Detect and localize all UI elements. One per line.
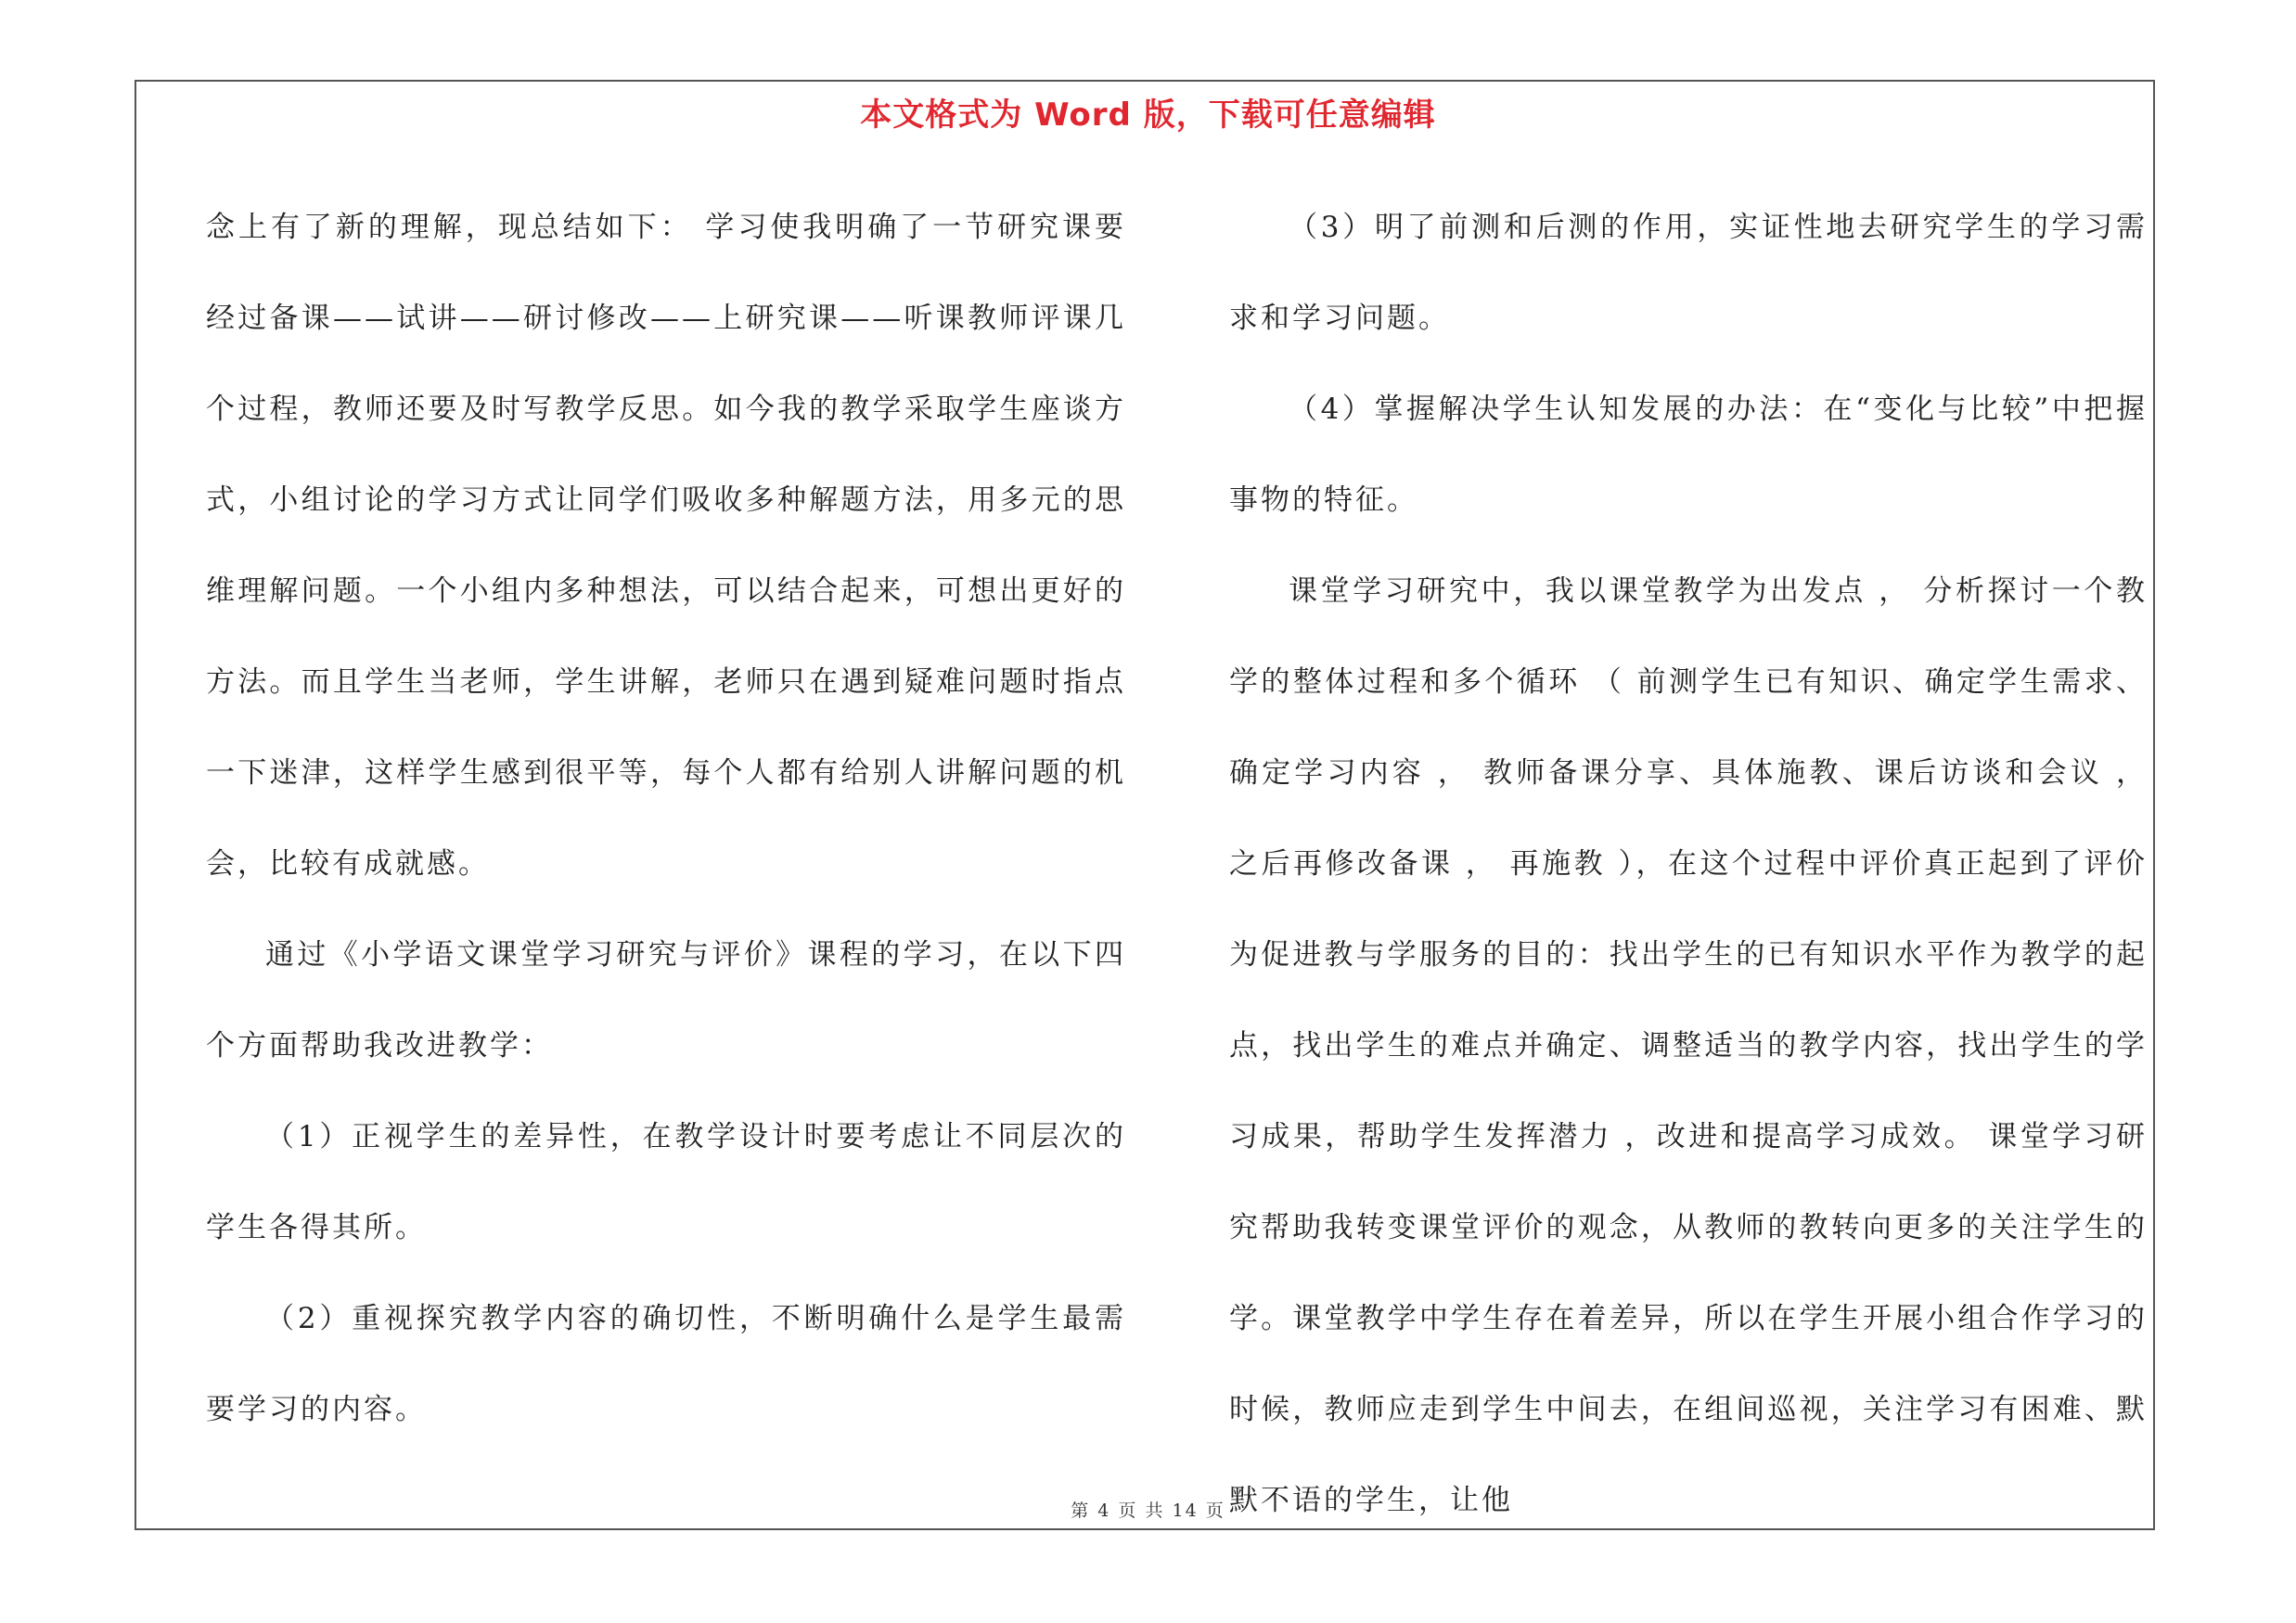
left-text-column bbox=[206, 182, 1126, 1455]
paragraph: （4）掌握解决学生认知发展的办法：在“变化与比较”中把握事物的特征。 bbox=[1229, 393, 2148, 517]
paragraph: 课堂学习研究中，我以课堂教学为出发点 ， 分析探讨一个教学的整体过程和多个循环 （ 前测学生已有知识、确定学生需求、确定学习内容 ， 教师备课分享、具体施教、课后访谈和会议 ， 之后再修改备课 ， 再施教 ），在这个过程中评价真正起到了评价为促进教与学服务的目的：找出学生的已有知识水平作为教学的起点，找出学生的难点并确定、调整适当的教学内容，找出学生的学习成果，帮助学生发挥潜力 ，改进和提高学习成效。 课堂学习研究帮助我转变课堂评价的观念，从教师的教转向更多的关注学生的学。课堂教学中学生存在着差异，所以在学生开展小组合作学习的时候，教师应走到学生中间去，在组间巡视，关注学习有困难、默默不语的学生，让他 bbox=[1229, 574, 2148, 1517]
paragraph: 念上有了新的理解，现总结如下： 学习使我明确了一节研究课要经过备课——试讲——研讨修改——上研究课——听课教师评课几个过程，教师还要及时写教学反思。如今我的教学采取学生座谈方式，小组讨论的学习方式让同学们吸收多种解题方法，用多元的思维理解问题。一个小组内多种想法，可以结合起来，可想出更好的方法。而且学生当老师，学生讲解，老师只在遇到疑难问题时指点一下迷津，这样学生感到很平等，每个人都有给别人讲解问题的机会，比较有成就感。 bbox=[206, 211, 1126, 881]
right-text-column bbox=[1229, 182, 2148, 1546]
page-number-footer: 第 4 页 共 14 页 bbox=[1071, 1501, 1225, 1521]
paragraph: （2）重视探究教学内容的确切性，不断明确什么是学生最需要学习的内容。 bbox=[206, 1302, 1126, 1426]
word-format-banner: 本文格式为 Word 版，下载可任意编辑 bbox=[860, 97, 1436, 134]
paragraph: （1）正视学生的差异性，在教学设计时要考虑让不同层次的学生各得其所。 bbox=[206, 1120, 1126, 1244]
paragraph: （3）明了前测和后测的作用，实证性地去研究学生的学习需求和学习问题。 bbox=[1229, 211, 2148, 335]
paragraph: 通过《小学语文课堂学习研究与评价》课程的学习，在以下四个方面帮助我改进教学： bbox=[206, 938, 1126, 1063]
